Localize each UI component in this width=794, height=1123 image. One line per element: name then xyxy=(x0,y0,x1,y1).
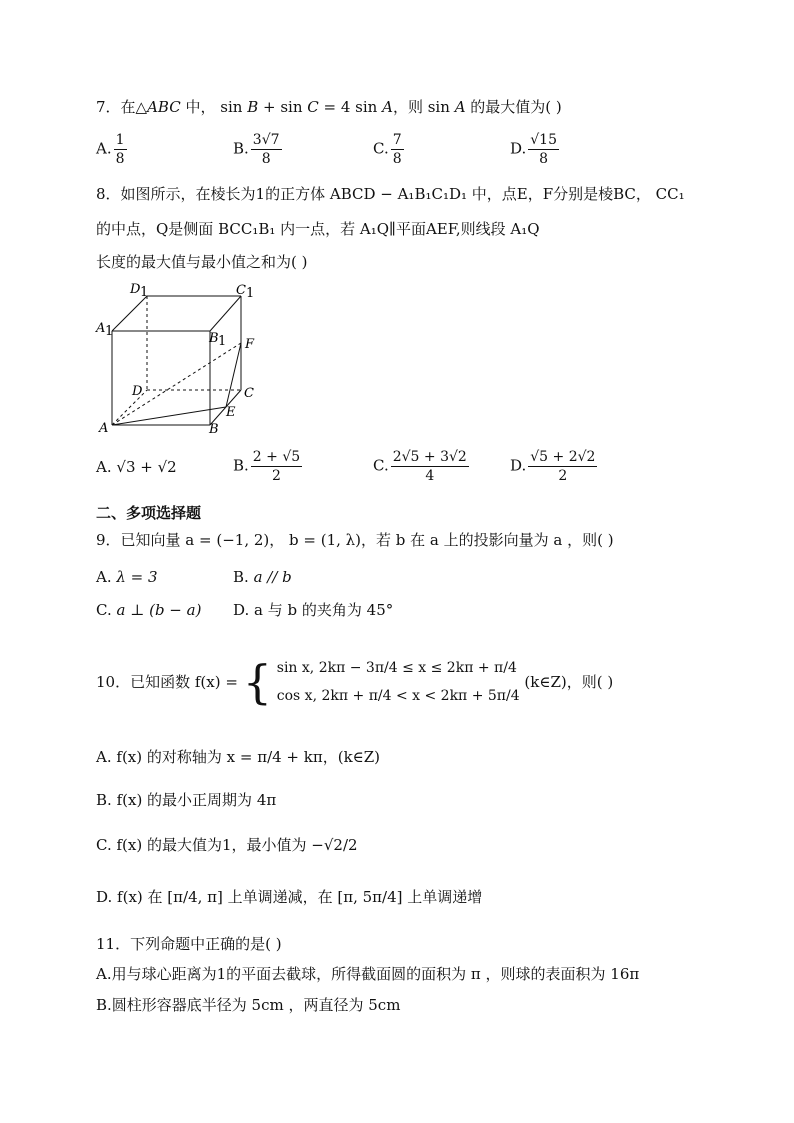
q9-stem: 9．已知向量 a = (−1, 2)， b = (1, λ)，若 b 在 a 上的投影向量为 a ，则( ) xyxy=(96,531,614,549)
numerator: 1 xyxy=(115,132,125,148)
q7-stem-part: 中， sin xyxy=(180,98,243,116)
label-sub: 1 xyxy=(105,324,114,339)
case-cos: cos x, 2kπ + π/4 < x < 2kπ + 5π/4 xyxy=(276,688,520,704)
q10-condition: (k∈Z)，则( ) xyxy=(524,673,614,691)
option-label: A. xyxy=(96,748,112,766)
q7-option-a[interactable] xyxy=(96,131,129,168)
option-text: a // b xyxy=(253,568,292,586)
edge-a1d1 xyxy=(112,296,147,331)
label-d: D xyxy=(132,384,143,399)
q7-stem-part: = 4 sin xyxy=(318,98,378,116)
label-b1: B xyxy=(209,331,219,346)
q7-option-b[interactable] xyxy=(233,131,284,168)
label-d1: D xyxy=(130,282,141,297)
case-sin: sin x, 2kπ − 3π/4 ≤ x ≤ 2kπ + π/4 xyxy=(276,660,517,676)
q8-option-d[interactable] xyxy=(510,448,599,485)
option-text: f(x) 在 [π/4, π] 上单调递减，在 [π, 5π/4] 上单调递增 xyxy=(117,888,483,906)
q8-stem-line3: 长度的最大值与最小值之和为( ) xyxy=(96,253,308,271)
label-b: B xyxy=(209,422,219,437)
q9-option-a[interactable] xyxy=(96,567,158,587)
numerator: √15 xyxy=(530,132,558,148)
q9-option-b[interactable] xyxy=(233,567,292,587)
q7-triangle: ABC xyxy=(147,98,181,116)
q7-var-b: B xyxy=(247,98,259,116)
q10-option-a[interactable] xyxy=(96,747,380,767)
option-label: B. xyxy=(233,568,249,586)
option-label: D. xyxy=(510,456,527,475)
option-label: C. xyxy=(373,139,389,158)
q7-stem-part: 的最大值为( ) xyxy=(465,98,562,116)
option-label: A. xyxy=(96,458,112,476)
option-label: B. xyxy=(96,791,112,809)
option-text: √3 + √2 xyxy=(116,458,177,476)
fraction xyxy=(391,131,404,168)
option-label: B. xyxy=(233,456,249,475)
fraction xyxy=(251,448,302,485)
numerator: 7 xyxy=(392,132,402,148)
q11-option-a[interactable]: A.用与球心距离为1的平面去截球，所得截面圆的面积为 π ，则球的表面积为 16π xyxy=(96,965,640,983)
piecewise-cases xyxy=(277,654,520,710)
option-text: a ⊥ (b − a) xyxy=(116,601,202,619)
option-text: a 与 b 的夹角为 45° xyxy=(254,601,394,619)
numerator: 3√7 xyxy=(252,132,280,148)
q11-option-b[interactable]: B.圆柱形容器底半径为 5cm ，两直径为 5cm xyxy=(96,996,401,1014)
label-c1: C xyxy=(236,283,246,298)
numerator: 2√5 + 3√2 xyxy=(392,449,467,465)
denominator: 8 xyxy=(539,151,549,167)
denominator: 4 xyxy=(425,468,435,484)
q9-option-c[interactable] xyxy=(96,600,201,620)
q10-option-b[interactable] xyxy=(96,790,276,810)
option-label: D. xyxy=(233,601,250,619)
label-e: E xyxy=(226,405,236,420)
label-sub: 1 xyxy=(218,334,227,349)
option-label: A. xyxy=(96,568,112,586)
fraction xyxy=(391,448,469,485)
segment-ef xyxy=(226,343,241,407)
q10-function: 10．已知函数 f(x) = xyxy=(96,673,238,691)
q8-stem-line2: 的中点，Q是侧面 BCC₁B₁ 内一点，若 A₁Q∥平面AEF,则线段 A₁Q xyxy=(96,220,540,238)
option-label: C. xyxy=(373,456,389,475)
q8-option-b[interactable] xyxy=(233,448,304,485)
edge-b1c1 xyxy=(210,296,241,331)
option-text: f(x) 的最小正周期为 4π xyxy=(116,791,277,809)
option-label: C. xyxy=(96,601,112,619)
fraction xyxy=(528,131,559,168)
label-a: A xyxy=(99,421,109,436)
option-text: f(x) 的对称轴为 x = π/4 + kπ，(k∈Z) xyxy=(116,748,381,766)
option-label: D. xyxy=(96,888,113,906)
q7-option-d[interactable] xyxy=(510,131,561,168)
label-a1: A xyxy=(96,321,106,336)
q7-var-c: C xyxy=(307,98,319,116)
option-label: D. xyxy=(510,139,527,158)
label-c: C xyxy=(244,386,254,401)
q7-stem-part: ，则 sin xyxy=(392,98,450,116)
numerator: 2 + √5 xyxy=(252,449,301,465)
q9-option-d[interactable] xyxy=(233,600,393,620)
option-text: λ = 3 xyxy=(116,568,158,586)
q8-option-a[interactable] xyxy=(96,457,177,477)
section-heading: 二、多项选择题 xyxy=(96,504,202,522)
label-f: F xyxy=(245,337,255,352)
label-sub: 1 xyxy=(140,285,149,300)
q7-var-a: A xyxy=(454,98,466,116)
option-label: A. xyxy=(96,139,112,158)
q10-option-c[interactable] xyxy=(96,835,358,855)
q10-stem xyxy=(96,644,613,720)
piecewise-brace: { xyxy=(242,655,272,709)
denominator: 2 xyxy=(558,468,568,484)
q7-var-a: A xyxy=(382,98,393,116)
fraction xyxy=(528,448,597,485)
q8-option-c[interactable] xyxy=(373,448,471,485)
q7-stem xyxy=(96,97,562,117)
q7-option-c[interactable] xyxy=(373,131,406,168)
q8-stem-line1: 8．如图所示，在棱长为1的正方体 ABCD − A₁B₁C₁D₁ 中，点E，F分别是棱BC， CC₁ xyxy=(96,185,685,203)
denominator: 2 xyxy=(272,468,281,484)
cube-figure xyxy=(90,278,270,438)
q11-stem: 11．下列命题中正确的是( ) xyxy=(96,935,282,953)
q10-option-d[interactable] xyxy=(96,887,482,907)
option-text: f(x) 的最大值为1，最小值为 −√2/2 xyxy=(116,836,358,854)
numerator: √5 + 2√2 xyxy=(530,449,596,465)
q7-stem-part: + sin xyxy=(258,98,303,116)
fraction xyxy=(114,131,127,168)
fraction xyxy=(251,131,282,168)
q7-stem-part: 7．在△ xyxy=(96,98,148,116)
label-sub: 1 xyxy=(246,286,255,301)
denominator: 8 xyxy=(261,151,271,167)
denominator: 8 xyxy=(392,151,402,167)
option-label: B. xyxy=(233,139,249,158)
denominator: 8 xyxy=(115,151,125,167)
option-label: C. xyxy=(96,836,112,854)
